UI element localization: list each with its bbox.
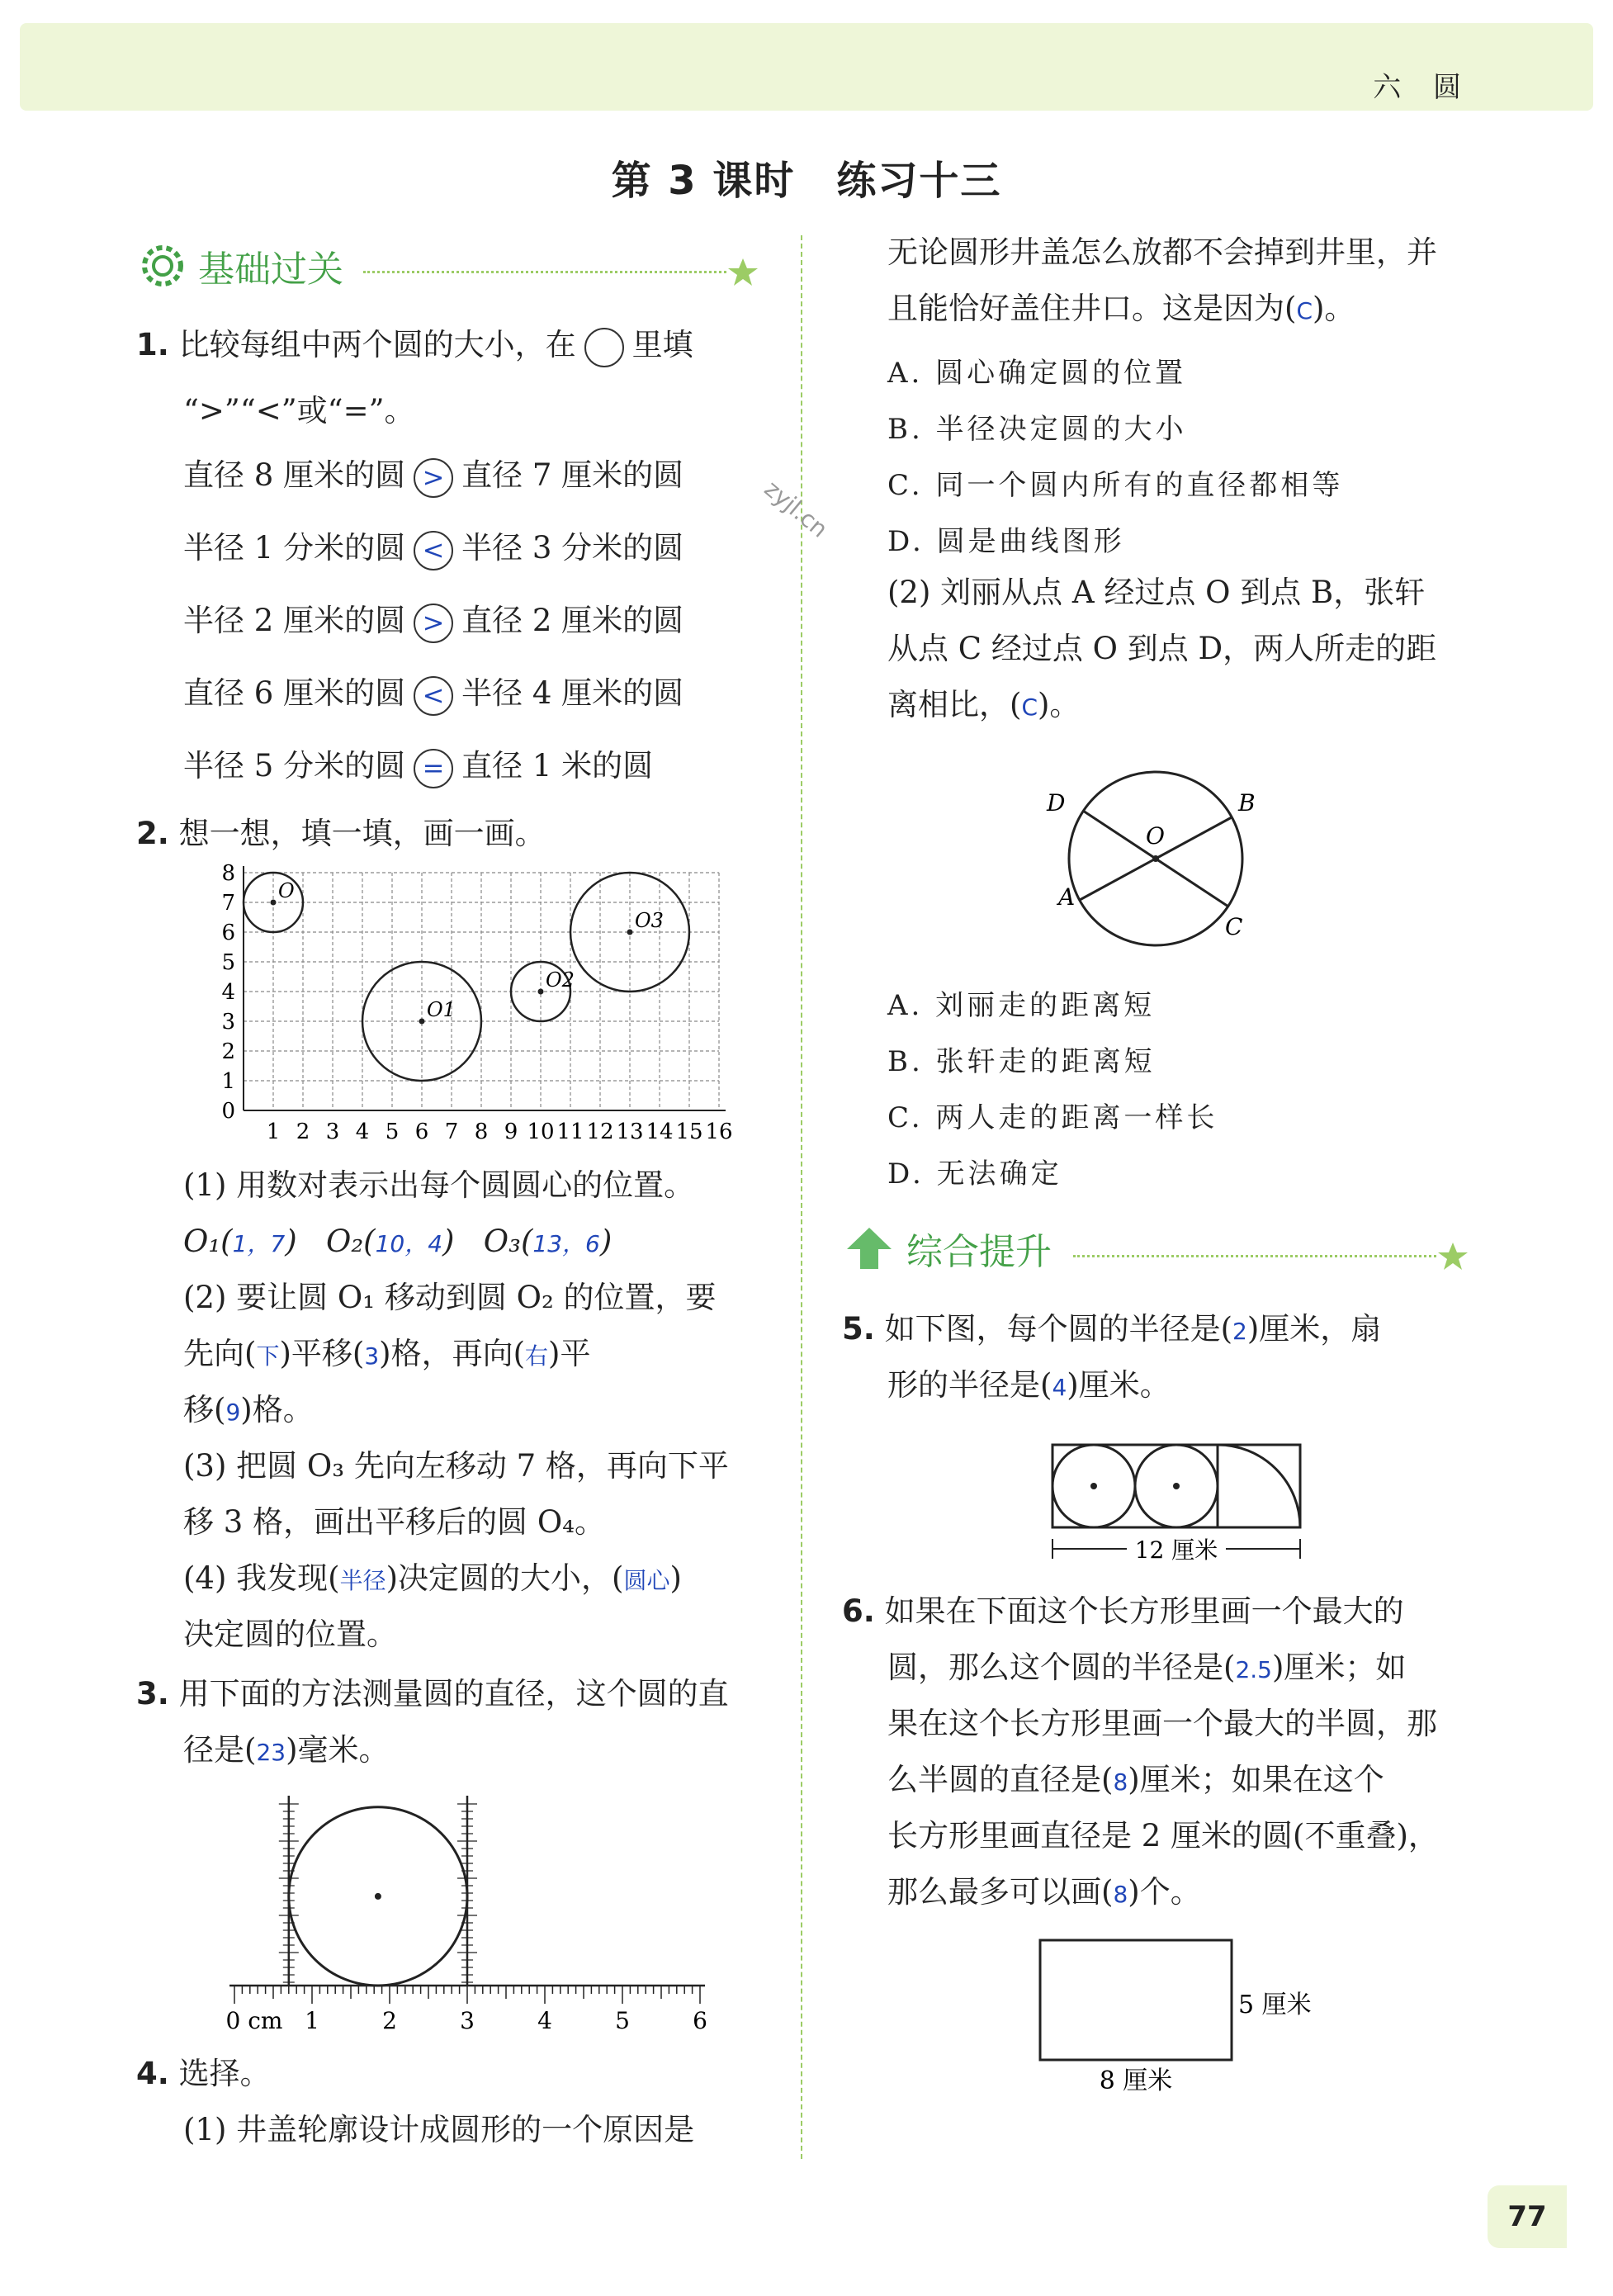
q1-text-a: 比较每组中两个圆的大小，在 — [178, 327, 576, 362]
q6-d2: )厘米；如果在这个 — [1128, 1762, 1384, 1797]
o2-answer: 10，4 — [375, 1230, 443, 1257]
watermark: zyjl.cn — [759, 475, 834, 543]
q4-option: B. 半径决定圆的大小 — [887, 413, 1187, 446]
q5-answer-sector: 4 — [1052, 1374, 1067, 1401]
compare-row — [183, 675, 684, 716]
q2-p2-b3: )格，再向( — [379, 1336, 526, 1371]
row-left: 半径 5 分米的圆 — [183, 748, 406, 783]
q4-p1-c1: 且能恰好盖住井口。这是因为( — [887, 291, 1297, 326]
q3-answer: 23 — [256, 1739, 286, 1766]
circle-label: O1 — [427, 998, 456, 1021]
ruler-label: 5 — [615, 2007, 630, 2034]
section-advanced-label: 综合提升 — [906, 1231, 1052, 1273]
q4-p2-c1: 离相比，( — [887, 687, 1022, 722]
q5-a1: 如下图，每个圆的半径是( — [884, 1311, 1233, 1347]
o1-answer: 1，7 — [232, 1230, 286, 1257]
q4-number: 4. — [136, 2056, 169, 2091]
x-tick-label: 11 — [556, 1120, 584, 1143]
q2-p2-b4: )平 — [548, 1336, 591, 1371]
x-tick-label: 13 — [616, 1120, 644, 1143]
q3-number: 3. — [136, 1676, 169, 1711]
x-tick-label: 14 — [646, 1120, 674, 1143]
q4-p1-a: (1) 井盖轮廓设计成圆形的一个原因是 — [183, 2112, 695, 2147]
q6-answer-count: 8 — [1113, 1881, 1128, 1908]
row-right: 半径 4 厘米的圆 — [461, 675, 684, 711]
q2-p2-c1: 移( — [183, 1392, 226, 1427]
section-basic-rule — [363, 271, 726, 273]
q2-answer-direction1: 下 — [256, 1342, 280, 1370]
x-tick-label: 16 — [705, 1120, 733, 1143]
y-tick-label: 4 — [221, 980, 235, 1005]
ruler-diagram — [223, 1787, 735, 2052]
q4-p1-c2: )。 — [1313, 291, 1355, 326]
coordinate-grid — [210, 863, 751, 1143]
q4-option: A. 刘丽走的距离短 — [887, 989, 1156, 1022]
point-label: D — [1047, 789, 1066, 817]
q2-answer-steps2: 9 — [225, 1399, 241, 1426]
q4-option: C. 两人走的距离一样长 — [887, 1101, 1218, 1134]
q6-d1: 么半圆的直径是( — [887, 1762, 1114, 1797]
q2-p4-a3: ) — [669, 1560, 682, 1596]
q5-b2: )厘米。 — [1067, 1367, 1171, 1403]
section-advanced-heading — [844, 1222, 1052, 1275]
o1-label: O₁( — [183, 1224, 233, 1259]
height-label: 5 厘米 — [1238, 1991, 1312, 2019]
star-icon — [726, 256, 759, 289]
ruler-label: 3 — [460, 2007, 475, 2034]
row-left: 直径 8 厘米的圆 — [183, 457, 406, 493]
y-tick-label: 3 — [221, 1010, 235, 1034]
compare-sign: = — [414, 749, 453, 788]
compare-sign: > — [414, 604, 453, 643]
q6-a: 如果在下面这个长方形里画一个最大的 — [884, 1593, 1404, 1629]
q4-text: 选择。 — [178, 2056, 271, 2091]
q4-option: D. 无法确定 — [887, 1157, 1062, 1191]
ruler-label: 2 — [382, 2007, 397, 2034]
x-tick-label: 6 — [414, 1120, 429, 1143]
x-tick-label: 9 — [504, 1120, 518, 1143]
o3-answer: 13，6 — [532, 1230, 600, 1257]
q5-b1: 形的半径是( — [887, 1367, 1052, 1403]
o2-label: O₂( — [325, 1224, 376, 1259]
circle-center — [627, 930, 633, 935]
up-arrow-icon — [844, 1224, 895, 1272]
point-label: A — [1058, 883, 1076, 911]
q1-text-c: “>”“<”或“=”。 — [183, 393, 415, 428]
q6-b1: 圆，那么这个圆的半径是( — [887, 1650, 1236, 1685]
rectangle-diagram — [1032, 1932, 1329, 2097]
circle-center — [538, 989, 544, 995]
compare-row — [183, 530, 684, 570]
q2-answer-steps1: 3 — [364, 1342, 380, 1370]
x-tick-label: 4 — [355, 1120, 370, 1143]
q4-p1-answer: C — [1296, 297, 1313, 324]
section-basic-label: 基础过关 — [198, 249, 343, 291]
x-tick-label: 2 — [296, 1120, 310, 1143]
section-basic-heading — [139, 239, 343, 292]
q6-b2: )厘米；如 — [1271, 1650, 1407, 1685]
q4-option: D. 圆是曲线图形 — [887, 525, 1125, 558]
y-tick-label: 5 — [221, 950, 235, 975]
q6-answer-radius: 2.5 — [1235, 1656, 1272, 1683]
width-label: 8 厘米 — [1099, 2066, 1173, 2095]
ruler-label: 1 — [305, 2007, 319, 2034]
q5-answer-radius: 2 — [1232, 1318, 1247, 1345]
circle-label: O3 — [635, 909, 664, 932]
chapter-label: 六 圆 — [1373, 71, 1473, 104]
y-tick-label: 1 — [221, 1069, 235, 1094]
q4-option: A. 圆心确定圆的位置 — [887, 357, 1187, 390]
o3-label: O₃( — [483, 1224, 533, 1259]
y-tick-label: 8 — [221, 863, 235, 886]
q2-p1: (1) 用数对表示出每个圆圆心的位置。 — [183, 1167, 695, 1203]
q2-answer-direction2: 右 — [525, 1342, 549, 1370]
circle-label: O2 — [546, 968, 575, 992]
header-banner — [20, 23, 1593, 111]
q6-f2: )个。 — [1128, 1874, 1201, 1910]
q3-text-b1: 径是( — [183, 1732, 257, 1768]
gear-icon — [139, 242, 187, 290]
q5-a2: )厘米，扇 — [1246, 1311, 1382, 1347]
row-left: 半径 2 厘米的圆 — [183, 603, 406, 638]
ruler-label: 6 — [693, 2007, 707, 2034]
q6-f1: 那么最多可以画( — [887, 1874, 1114, 1910]
y-tick-label: 6 — [221, 921, 235, 945]
ruler-label: 4 — [537, 2007, 552, 2034]
dimension-label: 12 厘米 — [1134, 1536, 1218, 1564]
y-tick-label: 7 — [221, 891, 235, 916]
center-dot — [1173, 1483, 1180, 1489]
q6-e: 长方形里画直径是 2 厘米的圆(不重叠)， — [887, 1818, 1439, 1853]
q4-p2-b: 从点 C 经过点 O 到点 D，两人所走的距 — [887, 631, 1437, 666]
blank-circle-icon — [584, 328, 624, 367]
q2-answer-position: 圆心 — [623, 1567, 670, 1594]
q6-c: 果在这个长方形里画一个最大的半圆，那 — [887, 1706, 1437, 1741]
point-label: C — [1225, 913, 1243, 940]
circle-center — [419, 1019, 425, 1025]
compare-row — [183, 748, 653, 788]
section-advanced-rule — [1073, 1255, 1436, 1257]
q6-number: 6. — [842, 1593, 875, 1629]
q2-p2-a: (2) 要让圆 O₁ 移动到圆 O₂ 的位置，要 — [183, 1280, 717, 1315]
q2-p4-a1: (4) 我发现( — [183, 1560, 340, 1596]
q3-text-a: 用下面的方法测量圆的直径，这个圆的直 — [178, 1676, 729, 1711]
paren-close: ) — [599, 1224, 613, 1259]
rectangle — [1040, 1940, 1232, 2060]
x-tick-label: 10 — [527, 1120, 555, 1143]
page-number: 77 — [1488, 2185, 1567, 2248]
circles-sector-diagram — [1044, 1437, 1308, 1569]
measured-circle-center — [375, 1893, 381, 1900]
x-tick-label: 7 — [444, 1120, 459, 1143]
row-right: 直径 7 厘米的圆 — [461, 457, 684, 493]
q1-text-b: 里填 — [631, 327, 693, 362]
compare-sign: > — [414, 458, 453, 498]
q4-option: C. 同一个圆内所有的直径都相等 — [887, 469, 1344, 502]
x-tick-label: 12 — [586, 1120, 614, 1143]
q5-number: 5. — [842, 1311, 875, 1347]
circle-center — [271, 900, 277, 906]
q4-p1-b: 无论圆形井盖怎么放都不会掉到井里，并 — [887, 234, 1437, 270]
q6-answer-diameter: 8 — [1113, 1768, 1128, 1796]
q2-p2-b1: 先向( — [183, 1336, 257, 1371]
row-right: 半径 3 分米的圆 — [461, 530, 684, 566]
q3-text-b2: )毫米。 — [286, 1732, 390, 1768]
center-dot — [1090, 1483, 1097, 1489]
compare-sign: < — [414, 531, 453, 570]
point-label: B — [1238, 789, 1256, 817]
sector-arc — [1218, 1445, 1300, 1527]
x-tick-label: 5 — [385, 1120, 400, 1143]
q2-p3-a: (3) 把圆 O₃ 先向左移动 7 格，再向下平 — [183, 1448, 729, 1484]
q2-number: 2. — [136, 816, 169, 851]
y-tick-label: 0 — [221, 1099, 235, 1124]
paren-close: ) — [285, 1224, 297, 1259]
row-right: 直径 1 米的圆 — [461, 748, 654, 783]
center-point — [1152, 855, 1159, 862]
compare-sign: < — [414, 676, 453, 716]
compare-row — [183, 457, 684, 498]
q2-p2-b2: )平移( — [279, 1336, 365, 1371]
q2-p4-b: 决定圆的位置。 — [183, 1617, 397, 1652]
q2-answer-size: 半径 — [339, 1567, 386, 1594]
q2-p4-a2: )决定圆的大小，( — [386, 1560, 624, 1596]
y-tick-label: 2 — [221, 1039, 235, 1064]
page-title: 第 3 课时 练习十三 — [611, 158, 1002, 204]
q4-p2-a: (2) 刘丽从点 A 经过点 O 到点 B，张轩 — [887, 575, 1426, 610]
paren-close: ) — [442, 1224, 455, 1259]
q2-text: 想一想，填一填，画一画。 — [178, 816, 546, 851]
q4-option: B. 张轩走的距离短 — [887, 1045, 1156, 1078]
compare-row — [183, 603, 684, 643]
circle-diameter-diagram — [1032, 760, 1280, 958]
q4-p2-answer: C — [1021, 694, 1038, 721]
q1-number: 1. — [136, 327, 169, 362]
x-tick-label: 3 — [325, 1120, 340, 1143]
x-tick-label: 15 — [675, 1120, 703, 1143]
ruler-label: 0 cm — [225, 2007, 283, 2034]
row-left: 直径 6 厘米的圆 — [183, 675, 406, 711]
circle-label: O — [278, 879, 295, 902]
point-label: O — [1146, 822, 1165, 850]
q4-p2-c2: )。 — [1038, 687, 1081, 722]
row-left: 半径 1 分米的圆 — [183, 530, 406, 566]
q2-p3-b: 移 3 格，画出平移后的圆 O₄。 — [183, 1504, 605, 1540]
row-right: 直径 2 厘米的圆 — [461, 603, 684, 638]
q2-p2-c2: )格。 — [240, 1392, 314, 1427]
x-tick-label: 1 — [266, 1120, 281, 1143]
x-tick-label: 8 — [474, 1120, 489, 1143]
star-icon — [1436, 1240, 1469, 1273]
